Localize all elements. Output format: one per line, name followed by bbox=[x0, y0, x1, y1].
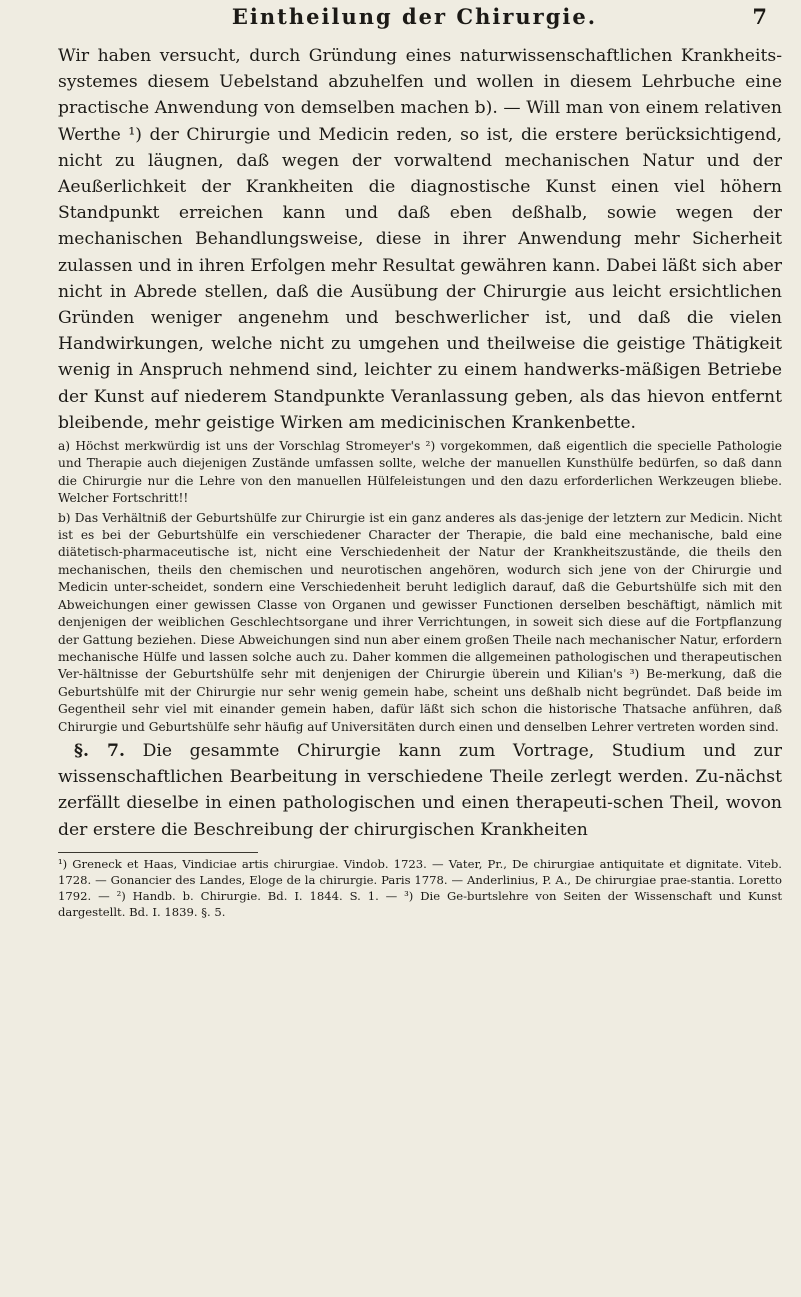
page-body bbox=[58, 43, 782, 920]
reference-notes: ¹) Greneck et Haas, Vindiciae artis chirurgiae. Vindob. 1723. — Vater, Pr., De chirurgiae antiquitate et dignitate. Viteb. 1728. — Gonancier des Landes, Eloge de la chirurgie. Paris 1778. — Anderlinius, P. A., De chirurgiae prae-stantia. Loretto 1792. — ²) Handb. b. Chirurgie. Bd. I. 1844. S. 1. — ³) Die Ge-burtslehre von Seiten der Wissenschaft und Kunst dargestellt. Bd. I. 1839. §. 5. bbox=[58, 856, 782, 919]
section-text: Die gesammte Chirurgie kann zum Vortrage, Studium und zur wissenschaftlichen Bearbeitung in verschiedene Theile zerlegt werden. Zu-nächst zerfällt dieselbe in einen pathologischen und einen therapeuti-schen Theil, wovon der erstere die Beschreibung der chirurgischen Krankheiten bbox=[58, 740, 782, 840]
footnote-divider bbox=[58, 852, 258, 853]
page-header bbox=[58, 2, 771, 32]
running-title: Eintheilung der Chirurgie. bbox=[231, 4, 598, 29]
section-7 bbox=[58, 738, 782, 843]
footnote-a: a) Höchst merkwürdig ist uns der Vorschlag Stromeyer's ²) vorgekommen, daß eigentlich die specielle Pathologie und Therapie auch diejenigen Zustände umfassen sollte, welche der manuellen Kunsthülfe bedürfen, so daß dann die Chirurgie nur die Lehre von den manuellen Hülfeleistungen und den dazu erforderlichen Werkzeugen bliebe. Welcher Fortschritt!! bbox=[58, 439, 782, 506]
page-number: 7 bbox=[752, 4, 767, 29]
section-label: §. 7. bbox=[74, 740, 125, 761]
main-paragraph: Wir haben versucht, durch Gründung eines naturwissenschaftlichen Krankheits-systemes diesem Uebelstand abzuhelfen und wollen in diesem Lehrbuche eine practische Anwendung von demselben machen b). — Will man von einem relativen Werthe ¹) der Chirurgie und Medicin reden, so ist, die erstere berücksichtigend, nicht zu läugnen, daß wegen der vorwaltend mechanischen Natur und der Aeußerlichkeit der Krankheiten die diagnostische Kunst einen viel höhern Standpunkt erreichen kann und daß eben deßhalb, sowie wegen der mechanischen Behandlungsweise, diese in ihrer Anwendung mehr Sicherheit zulassen und in ihren Erfolgen mehr Resultat gewähren kann. Dabei läßt sich aber nicht in Abrede stellen, daß die Ausübung der Chirurgie aus leicht ersichtlichen Gründen weniger angenehm und beschwerlicher ist, und daß die vielen Handwirkungen, welche nicht zu umgehen und theilweise die geistige Thätigkeit wenig in Anspruch nehmend sind, leichter zu einem handwerks-mäßigen Betriebe der Kunst auf niederem Standpunkte Veranlassung geben, als das hievon entfernt bleibende, mehr geistige Wirken am medicinischen Krankenbette. bbox=[58, 46, 782, 433]
footnote-b: b) Das Verhältniß der Geburtshülfe zur Chirurgie ist ein ganz anderes als das-jenige der letztern zur Medicin. Nicht ist es bei der Geburtshülfe ein verschiedener Character der Therapie, die bald eine mechanische, bald eine diätetisch-pharmaceutische ist, nicht eine Verschiedenheit der Natur der Krankheitszustände, die theils den mechanischen, theils den chemischen und neurotischen angehören, wodurch sich jene von der Chirurgie und Medicin unter-scheidet, sondern eine Verschiedenheit beruht lediglich darauf, daß die Geburtshülfe sich mit den Abweichungen einer gewissen Classe von Organen und gewisser Functionen derselben beschäftigt, nämlich mit denjenigen der weiblichen Geschlechtsorgane und ihrer Verrichtungen, in soweit sich diese auf die Fortpflanzung der Gattung beziehen. Diese Abweichungen sind nun aber einem großen Theile nach mechanischer Natur, erfordern mechanische Hülfe und lassen solche auch zu. Daher kommen die allgemeinen pathologischen und therapeutischen Ver-hältnisse der Geburtshülfe sehr mit denjenigen der Chirurgie überein und Kilian's ³) Be-merkung, daß die Geburtshülfe mit der Chirurgie nur sehr wenig gemein habe, scheint uns deßhalb nicht begründet. Daß beide im Gegentheil sehr viel mit einander gemein haben, dafür läßt sich schon die historische Thatsache anführen, daß Chirurgie und Geburtshülfe sehr häufig auf Universitäten durch einen und denselben Lehrer vertreten worden sind. bbox=[58, 510, 782, 734]
